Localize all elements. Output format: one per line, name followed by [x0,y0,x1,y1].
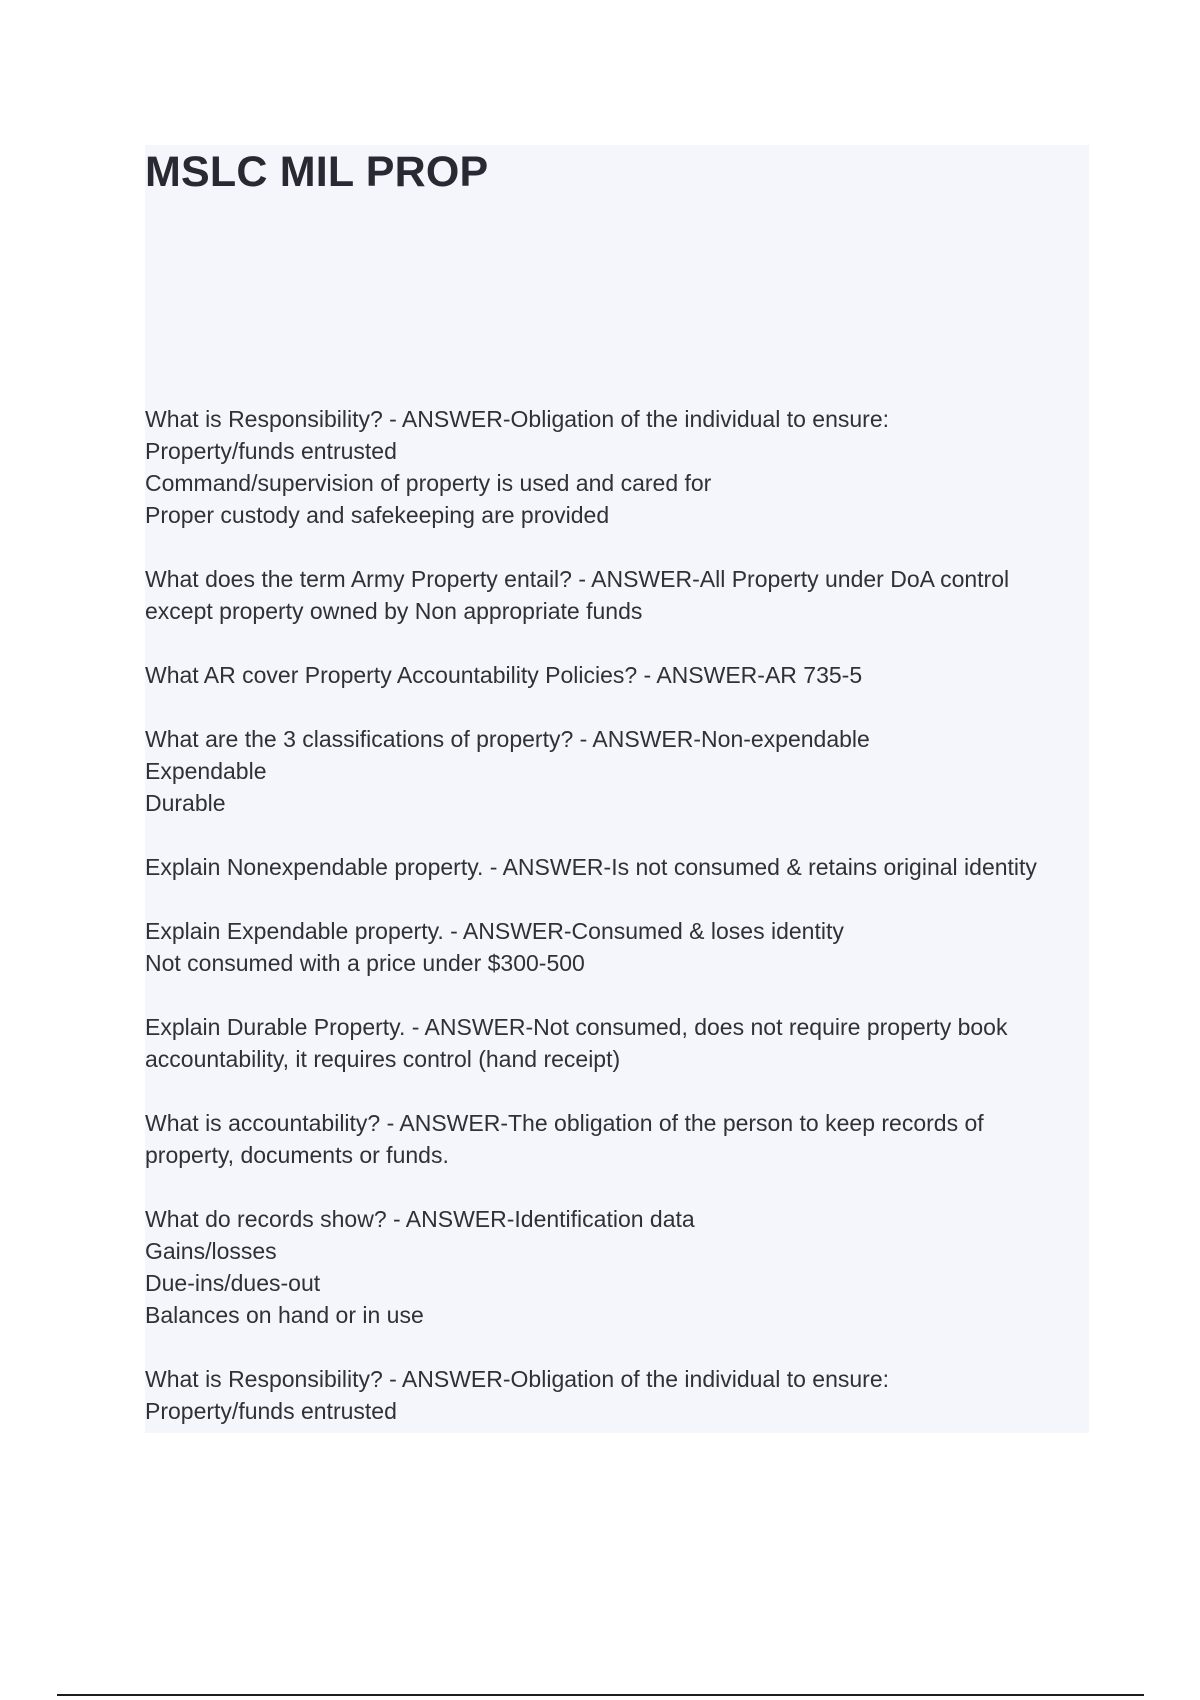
qa-line: Durable [145,790,226,816]
qa-line: Property/funds entrusted [145,438,397,464]
qa-item-accountability [145,1107,1095,1171]
qa-line: Gains/losses [145,1238,277,1264]
qa-line: Explain Nonexpendable property. - ANSWER-Is not consumed & retains original identity [145,854,1037,880]
qa-list [145,403,1095,1459]
qa-line: accountability, it requires control (hand receipt) [145,1046,621,1072]
qa-item-records [145,1203,1095,1331]
qa-item-responsibility [145,403,1095,531]
qa-line: What AR cover Property Accountability Policies? - ANSWER-AR 735-5 [145,662,863,688]
qa-line: What is Responsibility? - ANSWER-Obligation of the individual to ensure: [145,1366,890,1392]
qa-line: Explain Durable Property. - ANSWER-Not consumed, does not require property book [145,1014,1008,1040]
qa-line: What is Responsibility? - ANSWER-Obligation of the individual to ensure: [145,406,890,432]
document-title: MSLC MIL PROP [145,148,489,196]
qa-line: Not consumed with a price under $300-500 [145,950,585,976]
qa-item-nonexpendable [145,851,1095,883]
qa-line: What is accountability? - ANSWER-The obligation of the person to keep records of [145,1110,984,1136]
qa-item-responsibility-repeat [145,1363,1095,1427]
qa-line: What do records show? - ANSWER-Identification data [145,1206,695,1232]
qa-line: Command/supervision of property is used and cared for [145,470,712,496]
qa-item-ar-policy [145,659,1095,691]
qa-item-durable [145,1011,1095,1075]
qa-line: property, documents or funds. [145,1142,449,1168]
qa-line: Balances on hand or in use [145,1302,424,1328]
qa-item-army-property [145,563,1095,627]
qa-line: Due-ins/dues-out [145,1270,321,1296]
qa-item-classifications [145,723,1095,819]
qa-line: What does the term Army Property entail? - ANSWER-All Property under DoA control [145,566,1010,592]
footer-divider [57,1694,1144,1696]
qa-line: Explain Expendable property. - ANSWER-Consumed & loses identity [145,918,844,944]
qa-line: except property owned by Non appropriate funds [145,598,643,624]
qa-item-expendable [145,915,1095,979]
qa-line: Expendable [145,758,267,784]
qa-line: Proper custody and safekeeping are provided [145,502,610,528]
qa-line: Property/funds entrusted [145,1398,397,1424]
qa-line: What are the 3 classifications of property? - ANSWER-Non-expendable [145,726,870,752]
